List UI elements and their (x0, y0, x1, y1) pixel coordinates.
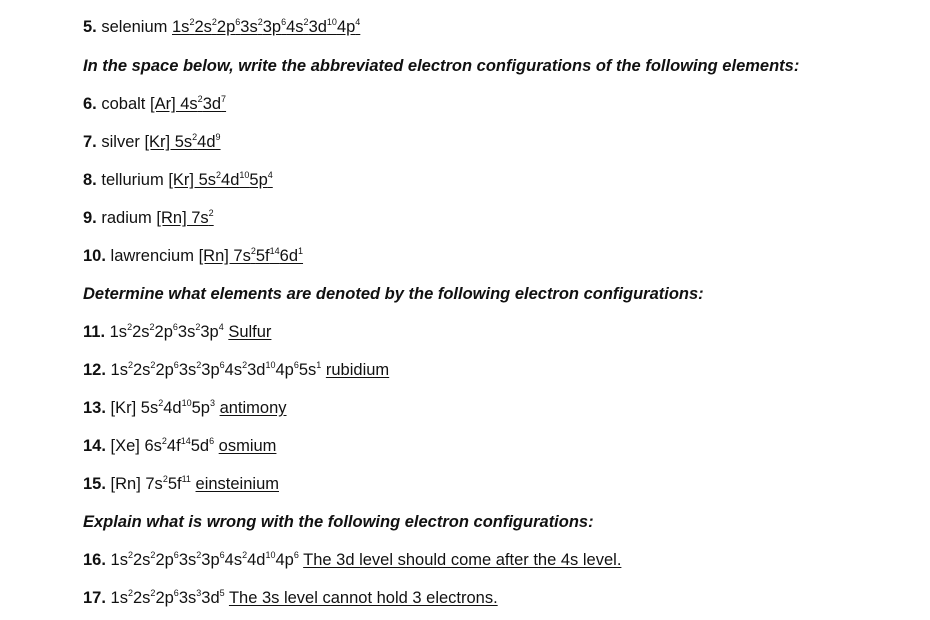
answer-text: einsteinium (195, 475, 279, 493)
question-9 (83, 208, 214, 228)
question-number: 9. (83, 209, 97, 227)
question-15 (83, 474, 279, 494)
config-orbital: 4s (224, 551, 243, 569)
config-electron-count: 6 (173, 550, 179, 560)
question-6 (83, 94, 226, 114)
config-orbital: 2p (154, 323, 173, 341)
config-electron-count: 4 (267, 170, 273, 180)
question-8 (83, 170, 273, 190)
section-heading-explain: Explain what is wrong with the following electron configurations: (83, 513, 594, 531)
config-orbital: 2p (216, 18, 236, 36)
config-electron-count: 10 (326, 17, 337, 27)
config-orbital: 6d (279, 247, 299, 265)
config-electron-count: 11 (181, 474, 191, 484)
question-13 (83, 398, 287, 418)
element-name: silver (101, 133, 140, 151)
config-electron-count: 2 (196, 550, 202, 560)
config-electron-count: 3 (196, 588, 202, 598)
config-electron-count: 6 (293, 360, 299, 370)
config-electron-count: 2 (192, 132, 198, 142)
config-orbital: 1s (109, 323, 128, 341)
config-electron-count: 2 (149, 322, 155, 332)
config-electron-count: 2 (250, 246, 256, 256)
config-orbital: 3d (247, 361, 266, 379)
config-orbital: [Kr] 5s (110, 399, 159, 417)
question-5 (83, 17, 360, 37)
config-electron-count: 1 (298, 246, 304, 256)
config-electron-count: 14 (180, 436, 191, 446)
electron-config (110, 323, 224, 341)
config-orbital: [Kr] 5s (144, 133, 193, 151)
config-electron-count: 10 (181, 398, 192, 408)
config-orbital: 3d (308, 18, 327, 36)
electron-config (111, 361, 322, 379)
config-orbital: 4p (275, 551, 294, 569)
config-electron-count: 6 (219, 360, 225, 370)
config-electron-count: 6 (235, 17, 241, 27)
answer-config (150, 95, 226, 113)
question-14 (83, 436, 276, 456)
question-7 (83, 132, 221, 152)
config-electron-count: 2 (216, 170, 222, 180)
answer-text: The 3s level cannot hold 3 electrons. (228, 589, 498, 607)
config-orbital: 1s (110, 551, 128, 569)
config-orbital: 4d (221, 171, 240, 189)
electron-config (111, 475, 191, 493)
question-number: 15. (83, 475, 106, 493)
config-electron-count: 6 (173, 588, 179, 598)
config-orbital: 5p (249, 171, 268, 189)
config-electron-count: 6 (172, 322, 178, 332)
element-name: radium (101, 209, 152, 227)
question-number: 6. (83, 95, 97, 113)
config-electron-count: 2 (242, 550, 248, 560)
config-orbital: 2s (132, 323, 150, 341)
config-electron-count: 2 (150, 550, 156, 560)
config-orbital: 4p (336, 18, 356, 36)
config-orbital: 5p (191, 399, 210, 417)
electron-config (111, 551, 299, 569)
config-electron-count: 7 (221, 94, 227, 104)
config-orbital: 4d (247, 551, 266, 569)
question-number: 8. (83, 171, 97, 189)
config-electron-count: 2 (189, 17, 195, 27)
config-electron-count: 2 (195, 322, 201, 332)
answer-text: antimony (219, 399, 287, 417)
config-electron-count: 10 (239, 170, 250, 180)
config-orbital: 2s (132, 551, 151, 569)
config-orbital: 5f (167, 475, 182, 493)
config-orbital: 4s (286, 18, 304, 36)
config-electron-count: 2 (127, 550, 133, 560)
config-electron-count: 5 (219, 588, 225, 598)
config-electron-count: 2 (162, 474, 168, 484)
question-number: 17. (83, 589, 106, 607)
config-electron-count: 6 (209, 436, 215, 446)
question-11 (83, 322, 271, 342)
answer-text: The 3d level should come after the 4s level. (303, 551, 622, 569)
config-orbital: 3p (262, 18, 282, 36)
element-name: tellurium (101, 171, 164, 189)
config-orbital: [Ar] 4s (149, 95, 198, 113)
electron-config (111, 437, 215, 455)
electron-config (111, 399, 215, 417)
element-name: lawrencium (110, 247, 194, 265)
element-name: cobalt (101, 95, 146, 113)
config-electron-count: 4 (355, 17, 361, 27)
section-heading-determine: Determine what elements are denoted by the following electron configurations: (83, 285, 704, 303)
config-electron-count: 2 (161, 436, 167, 446)
config-electron-count: 6 (281, 17, 287, 27)
answer-config (144, 133, 220, 151)
config-orbital: [Xe] 6s (110, 437, 162, 455)
config-electron-count: 2 (127, 322, 133, 332)
answer-config (199, 247, 303, 265)
config-orbital: 2s (132, 361, 151, 379)
question-10 (83, 246, 303, 266)
question-16 (83, 550, 621, 570)
config-orbital: 5d (190, 437, 210, 455)
question-number: 16. (83, 551, 106, 569)
config-electron-count: 14 (269, 246, 280, 256)
config-electron-count: 2 (158, 398, 164, 408)
section-heading-abbreviated: In the space below, write the abbreviated electron configurations of the following elements: (83, 57, 800, 75)
config-electron-count: 2 (150, 360, 156, 370)
config-electron-count: 2 (208, 208, 214, 218)
answer-config (156, 209, 213, 227)
config-electron-count: 1 (316, 360, 322, 370)
answer-config (172, 18, 360, 36)
question-number: 5. (83, 18, 97, 36)
config-orbital: 2p (155, 551, 174, 569)
config-orbital: 2s (132, 589, 151, 607)
config-orbital: 4s (224, 361, 243, 379)
config-orbital: 4p (275, 361, 294, 379)
config-orbital: 1s (110, 361, 128, 379)
answer-text: rubidium (325, 361, 390, 379)
config-electron-count: 6 (219, 550, 225, 560)
electron-config (111, 589, 225, 607)
config-electron-count: 4 (218, 322, 224, 332)
config-electron-count: 2 (303, 17, 309, 27)
config-orbital: 3p (201, 551, 220, 569)
question-17 (83, 588, 498, 608)
question-number: 10. (83, 247, 106, 265)
config-orbital: 3s (178, 589, 197, 607)
config-orbital: [Rn] 7s (198, 247, 251, 265)
config-electron-count: 6 (293, 550, 299, 560)
config-orbital: 2s (194, 18, 212, 36)
answer-config (168, 171, 272, 189)
config-orbital: 5f (255, 247, 270, 265)
question-number: 14. (83, 437, 106, 455)
config-orbital: 4f (166, 437, 181, 455)
answer-text: osmium (218, 437, 277, 455)
config-orbital: 5s (298, 361, 317, 379)
config-orbital: 3p (201, 361, 220, 379)
question-12 (83, 360, 389, 380)
question-number: 7. (83, 133, 97, 151)
config-orbital: [Kr] 5s (168, 171, 216, 189)
answer-text: Sulfur (228, 323, 272, 341)
config-orbital: 3p (200, 323, 219, 341)
question-number: 11. (83, 323, 106, 341)
config-electron-count: 2 (257, 17, 263, 27)
config-orbital: 1s (110, 589, 128, 607)
config-electron-count: 10 (265, 360, 276, 370)
config-electron-count: 9 (215, 132, 221, 142)
element-name: selenium (101, 18, 168, 36)
config-electron-count: 3 (209, 398, 215, 408)
config-orbital: [Rn] 7s (110, 475, 163, 493)
config-electron-count: 2 (242, 360, 248, 370)
config-orbital: 2p (155, 361, 174, 379)
config-electron-count: 2 (211, 17, 217, 27)
config-orbital: 3s (240, 18, 258, 36)
config-electron-count: 2 (196, 360, 202, 370)
config-orbital: 2p (155, 589, 174, 607)
config-orbital: 1s (172, 18, 190, 36)
config-orbital: 4d (197, 133, 216, 151)
config-electron-count: 2 (127, 588, 133, 598)
config-electron-count: 10 (265, 550, 276, 560)
config-electron-count: 2 (197, 94, 203, 104)
config-electron-count: 2 (150, 588, 156, 598)
config-orbital: 3d (202, 95, 222, 113)
config-electron-count: 6 (173, 360, 179, 370)
config-orbital: 3s (177, 323, 196, 341)
config-orbital: 4d (163, 399, 182, 417)
config-orbital: 3s (178, 551, 197, 569)
config-orbital: 3d (201, 589, 220, 607)
question-number: 13. (83, 399, 106, 417)
config-orbital: 3s (178, 361, 197, 379)
config-orbital: [Rn] 7s (156, 209, 209, 227)
question-number: 12. (83, 361, 106, 379)
config-electron-count: 2 (127, 360, 133, 370)
